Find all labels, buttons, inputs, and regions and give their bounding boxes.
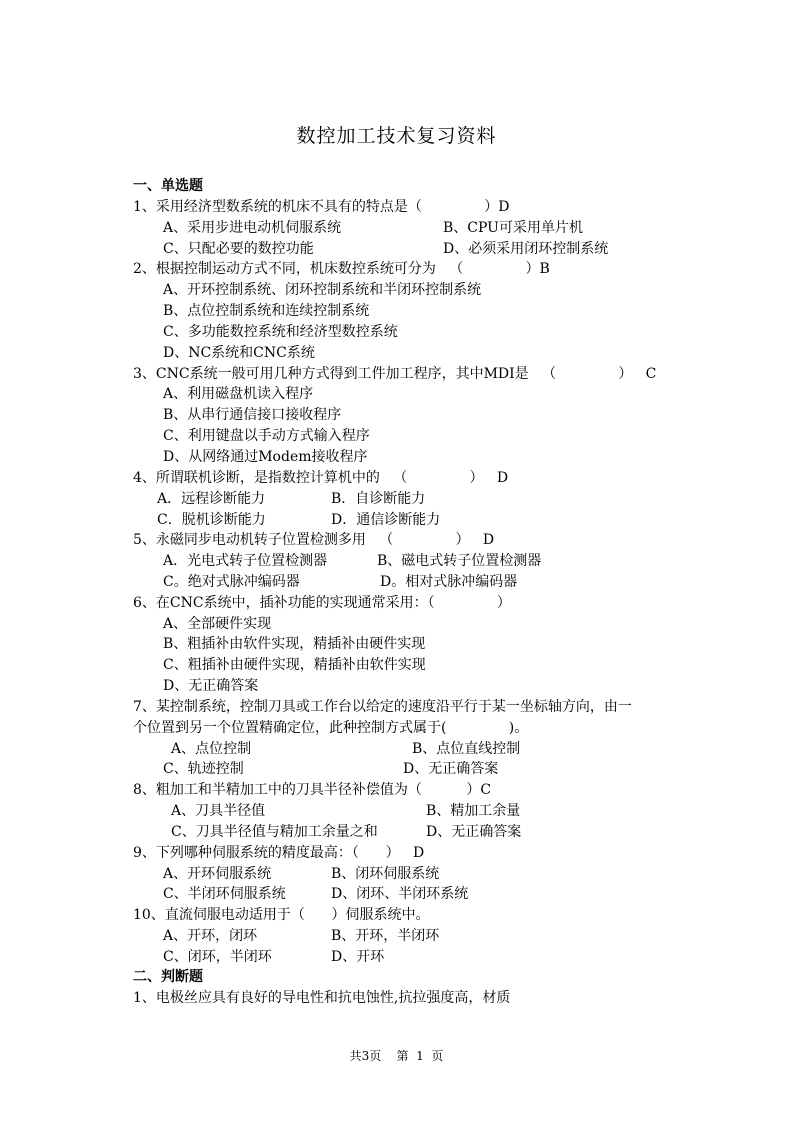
question-8-stem: 8、粗加工和半精加工中的刀具半径补偿值为（ ）C bbox=[133, 782, 492, 798]
question-8-option-a: A、刀具半径值 bbox=[171, 803, 266, 819]
question-6-option-b: B、粗插补由软件实现，精插补由硬件实现 bbox=[163, 636, 426, 652]
question-7-option-b: B、点位直线控制 bbox=[412, 741, 521, 757]
question-3-option-a: A、利用磁盘机读入程序 bbox=[163, 386, 314, 402]
question-1-option-c: C、只配必要的数控功能 bbox=[163, 241, 314, 257]
question-3-stem: 3、CNC系统一般可用几种方式得到工件加工程序，其中MDI是 （ ） C bbox=[133, 366, 657, 382]
question-8-option-b: B、精加工余量 bbox=[426, 803, 521, 819]
question-2-stem: 2、根据控制运动方式不同，机床数控系统可分为 （ ）B bbox=[133, 261, 550, 277]
judgement-question-1: 1、电极丝应具有良好的导电性和抗电蚀性,抗拉强度高，材质 bbox=[133, 990, 511, 1006]
question-6-option-c: C、粗插补由硬件实现，精插补由软件实现 bbox=[163, 657, 426, 673]
page-footer: 共3页 第 1 页 bbox=[349, 1049, 444, 1063]
question-5-option-a: A．光电式转子位置检测器 bbox=[163, 553, 328, 569]
question-4-stem: 4、所谓联机诊断，是指数控计算机中的 （ ） D bbox=[133, 470, 509, 486]
question-2-option-d: D、NC系统和CNC系统 bbox=[163, 345, 315, 361]
question-7-stem-line-2: 个位置到另一个位置精确定位，此种控制方式属于( )。 bbox=[133, 720, 529, 736]
question-5-option-c: C。绝对式脉冲编码器 bbox=[163, 574, 300, 590]
question-5-stem: 5、永磁同步电动机转子位置检测多用 （ ） D bbox=[133, 532, 495, 548]
question-2-option-c: C、多功能数控系统和经济型数控系统 bbox=[163, 324, 398, 340]
question-10-option-a: A、开环，闭环 bbox=[163, 928, 258, 944]
question-10-option-b: B、开环，半闭环 bbox=[331, 928, 440, 944]
question-1-option-d: D、必须采用闭环控制系统 bbox=[443, 241, 609, 257]
question-8-option-c: C、刀具半径值与精加工余量之和 bbox=[171, 824, 378, 840]
question-4-option-a: A．远程诊断能力 bbox=[157, 491, 266, 507]
section-heading-true-false: 二、判断题 bbox=[133, 969, 203, 985]
question-1-option-a: A、采用步进电动机伺服系统 bbox=[163, 220, 342, 236]
question-3-option-d: D、从网络通过Modem接收程序 bbox=[163, 449, 368, 465]
question-4-option-d: D．通信诊断能力 bbox=[331, 512, 441, 528]
question-4-option-c: C．脱机诊断能力 bbox=[157, 512, 266, 528]
question-5-option-b: B、磁电式转子位置检测器 bbox=[377, 553, 542, 569]
question-9-option-d: D、闭环、半闭环系统 bbox=[331, 886, 469, 902]
question-1-stem: 1、采用经济型数系统的机床不具有的特点是（ ）D bbox=[133, 199, 510, 215]
question-7-option-d: D、无正确答案 bbox=[403, 761, 499, 777]
question-4-option-b: B．自诊断能力 bbox=[331, 491, 426, 507]
question-6-stem: 6、在CNC系统中，插补功能的实现通常采用：（ ） bbox=[133, 595, 511, 611]
question-6-option-d: D、无正确答案 bbox=[163, 678, 259, 694]
question-3-option-c: C、利用键盘以手动方式输入程序 bbox=[163, 428, 370, 444]
question-8-option-d: D、无正确答案 bbox=[426, 824, 522, 840]
question-7-option-a: A、点位控制 bbox=[171, 741, 252, 757]
section-heading-single-choice: 一、单选题 bbox=[133, 178, 203, 194]
question-7-option-c: C、轨迹控制 bbox=[163, 761, 244, 777]
question-6-option-a: A、全部硬件实现 bbox=[163, 616, 272, 632]
question-10-option-c: C、闭环，半闭环 bbox=[163, 949, 272, 965]
question-9-option-a: A、开环伺服系统 bbox=[163, 866, 272, 882]
question-5-option-d: D。相对式脉冲编码器 bbox=[380, 574, 518, 590]
question-9-option-b: B、闭环伺服系统 bbox=[331, 866, 440, 882]
question-3-option-b: B、从串行通信接口接收程序 bbox=[163, 407, 342, 423]
page-title: 数控加工技术复习资料 bbox=[296, 125, 497, 147]
question-2-option-b: B、点位控制系统和连续控制系统 bbox=[163, 303, 370, 319]
question-2-option-a: A、开环控制系统、闭环控制系统和半闭环控制系统 bbox=[163, 282, 482, 298]
question-7-stem-line-1: 7、某控制系统，控制刀具或工作台以给定的速度沿平行于某一坐标轴方向，由一 bbox=[133, 699, 632, 715]
question-1-option-b: B、CPU可采用单片机 bbox=[443, 220, 583, 236]
question-9-option-c: C、半闭环伺服系统 bbox=[163, 886, 286, 902]
question-10-option-d: D、开环 bbox=[331, 949, 385, 965]
question-9-stem: 9、下列哪种伺服系统的精度最高：（ ） D bbox=[133, 845, 425, 861]
question-10-stem: 10、直流伺服电动适用于（ ）伺服系统中。 bbox=[133, 907, 430, 923]
